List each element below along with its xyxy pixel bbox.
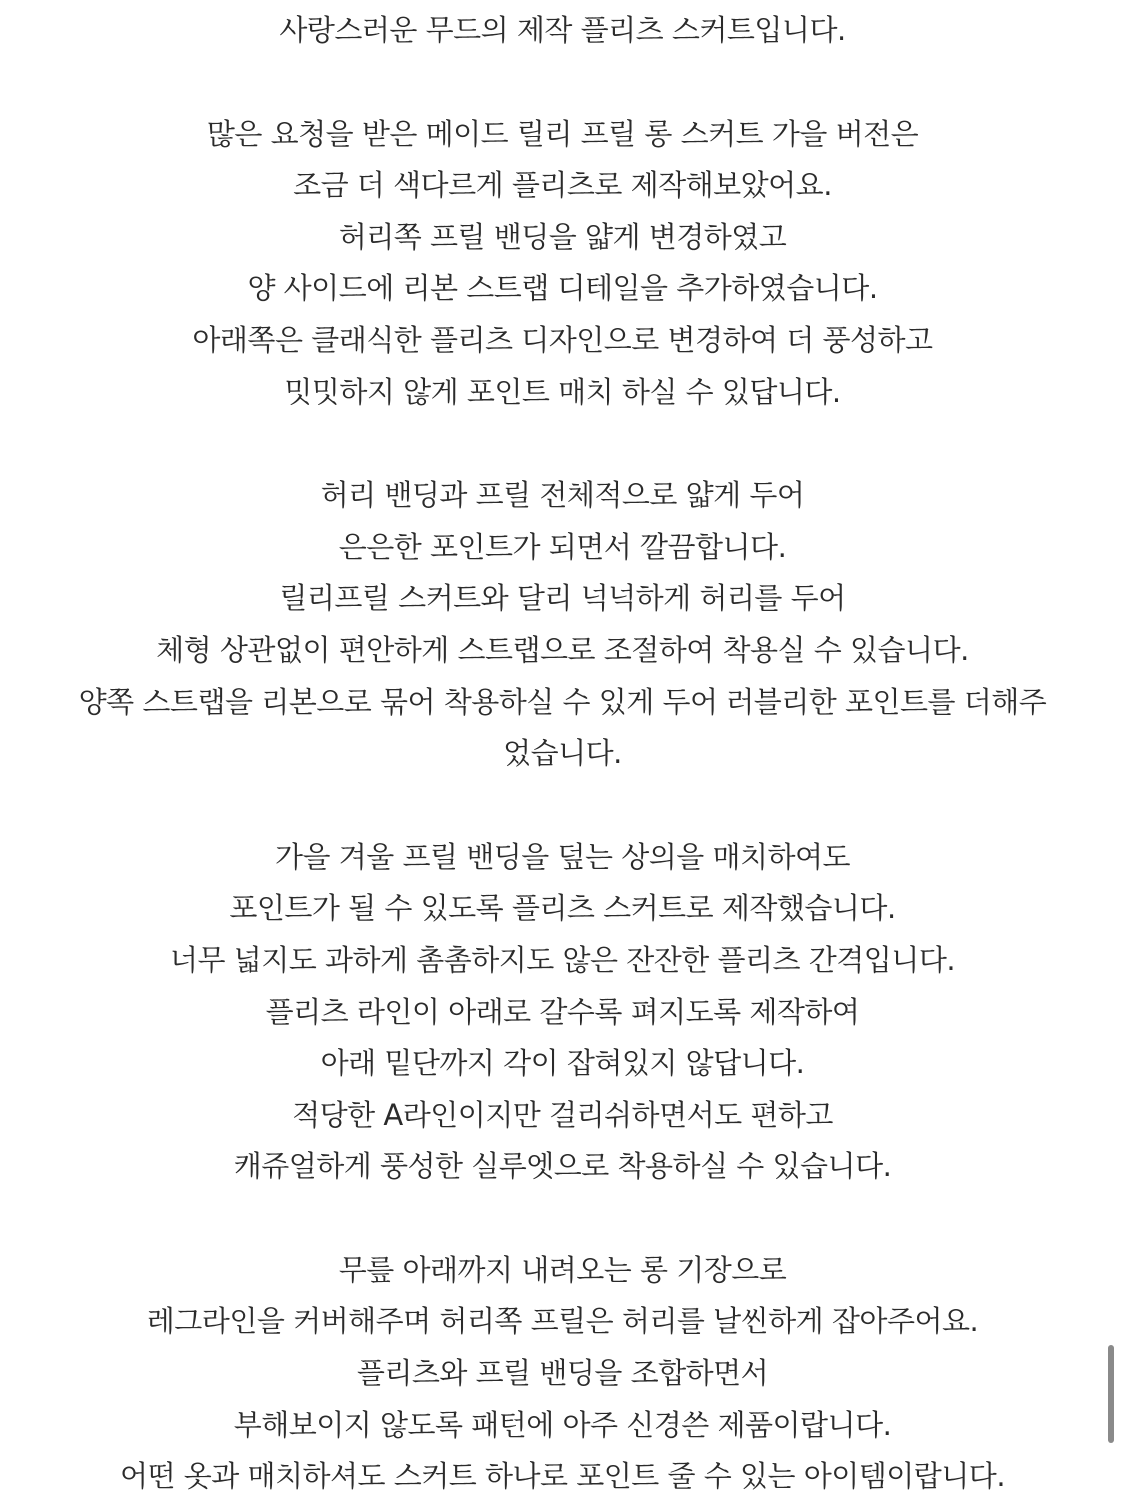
description-line: 양쪽 스트랩을 리본으로 묶어 착용하실 수 있게 두어 러블리한 포인트를 더해주 [78,684,1047,719]
description-line: 체형 상관없이 편안하게 스트랩으로 조절하여 착용실 수 있습니다. [156,632,969,667]
description-paragraph [0,5,1125,57]
description-line: 레그라인을 커버해주며 허리쪽 프릴은 허리를 날씬하게 잡아주어요. [146,1304,979,1339]
description-line: 조금 더 색다르게 플리츠로 제작해보았어요. [293,168,832,203]
scrollbar-thumb[interactable] [1108,1345,1114,1443]
description-line: 어떤 옷과 매치하셔도 스커트 하나로 포인트 줄 수 있는 아이템이랍니다. [119,1459,1006,1494]
description-paragraph [0,470,1125,780]
description-line: 너무 넓지도 과하게 촘촘하지도 않은 잔잔한 플리츠 간격입니다. [169,942,956,977]
description-line: 적당한 A라인이지만 걸리쉬하면서도 편하고 [292,1097,833,1132]
description-paragraph [0,109,1125,419]
description-line: 밋밋하지 않게 포인트 매치 하실 수 있답니다. [284,374,841,409]
description-line: 캐쥬얼하게 풍성한 실루엣으로 착용하실 수 있습니다. [233,1149,892,1184]
description-line: 부해보이지 않도록 패턴에 아주 신경쓴 제품이랍니다. [233,1407,892,1442]
description-line: 아래쪽은 클래식한 플리츠 디자인으로 변경하여 더 풍성하고 [192,322,933,357]
description-line: 많은 요청을 받은 메이드 릴리 프릴 롱 스커트 가을 버전은 [206,116,919,151]
description-paragraph [0,1245,1125,1503]
description-line: 허리쪽 프릴 밴딩을 얇게 변경하였고 [338,219,787,254]
description-line: 허리 밴딩과 프릴 전체적으로 얇게 두어 [320,478,805,513]
description-line: 은은한 포인트가 되면서 깔끔합니다. [338,529,787,564]
description-line: 무릎 아래까지 내려오는 롱 기장으로 [338,1252,787,1287]
description-line: 가을 겨울 프릴 밴딩을 덮는 상의을 매치하여도 [274,839,851,874]
description-line: 아래 밑단까지 각이 잡혀있지 않답니다. [320,1046,805,1081]
description-paragraph [0,832,1125,1193]
description-line: 양 사이드에 리본 스트랩 디테일을 추가하였습니다. [247,271,878,306]
description-line: 었습니다. [503,736,622,771]
description-line: 릴리프릴 스커트와 달리 넉넉하게 허리를 두어 [279,581,846,616]
description-line: 플리츠 라인이 아래로 갈수록 펴지도록 제작하여 [265,994,860,1029]
description-line: 플리츠와 프릴 밴딩을 조합하면서 [356,1356,769,1391]
description-line: 포인트가 될 수 있도록 플리츠 스커트로 제작했습니다. [229,891,896,926]
description-line: 사랑스러운 무드의 제작 플리츠 스커트입니다. [279,13,846,47]
